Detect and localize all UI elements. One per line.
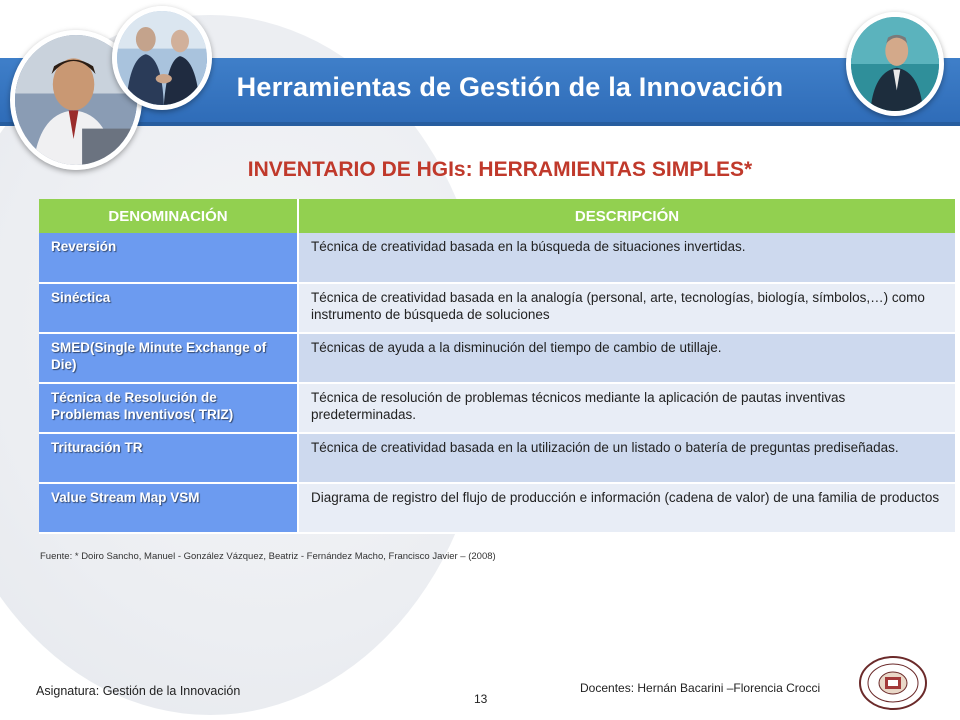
business-photo-executive-icon bbox=[846, 12, 944, 116]
tool-description: Técnicas de ayuda a la disminución del tiempo de cambio de utillaje. bbox=[298, 333, 955, 383]
footer-subject: Asignatura: Gestión de la Innovación bbox=[36, 684, 241, 698]
tool-description: Técnica de creatividad basada en la búsqueda de situaciones invertidas. bbox=[298, 233, 955, 283]
table-row bbox=[39, 483, 955, 533]
tool-name: Sinéctica bbox=[39, 283, 298, 333]
tools-table bbox=[39, 199, 955, 534]
tool-name: Reversión bbox=[39, 233, 298, 283]
table-header-row bbox=[39, 199, 955, 233]
business-photo-handshake-icon bbox=[112, 6, 212, 110]
tool-description: Técnica de resolución de problemas técnicos mediante la aplicación de pautas inventivas predeterminadas. bbox=[298, 383, 955, 433]
page-title: Herramientas de Gestión de la Innovación bbox=[236, 72, 784, 102]
column-header-name: DENOMINACIÓN bbox=[39, 199, 298, 233]
tool-name: SMED(Single Minute Exchange of Die) bbox=[39, 333, 298, 383]
tool-name: Técnica de Resolución de Problemas Inventivos( TRIZ) bbox=[39, 383, 298, 433]
university-seal-icon bbox=[858, 655, 928, 711]
table-row bbox=[39, 233, 955, 283]
tool-description: Técnica de creatividad basada en la analogía (personal, arte, tecnologías, biología, símbolos,…) como instrumento de búsqueda de soluciones bbox=[298, 283, 955, 333]
source-citation: Fuente: * Doiro Sancho, Manuel - González Vázquez, Beatriz - Fernández Macho, Francisco Javier – (2008) bbox=[40, 551, 496, 562]
tool-description: Técnica de creatividad basada en la utilización de un listado o batería de preguntas prediseñadas. bbox=[298, 433, 955, 483]
table-row bbox=[39, 333, 955, 383]
tool-name: Trituración TR bbox=[39, 433, 298, 483]
section-subtitle: INVENTARIO DE HGIs: HERRAMIENTAS SIMPLES* bbox=[247, 158, 753, 181]
header-stripe bbox=[0, 122, 960, 126]
page-number: 13 bbox=[474, 692, 488, 706]
footer-teachers: Docentes: Hernán Bacarini –Florencia Crocci bbox=[580, 681, 821, 695]
tool-name: Value Stream Map VSM bbox=[39, 483, 298, 533]
tool-description: Diagrama de registro del flujo de producción e información (cadena de valor) de una familia de productos bbox=[298, 483, 955, 533]
column-header-description: DESCRIPCIÓN bbox=[298, 199, 955, 233]
table-row bbox=[39, 433, 955, 483]
table-row bbox=[39, 283, 955, 333]
table-row bbox=[39, 383, 955, 433]
